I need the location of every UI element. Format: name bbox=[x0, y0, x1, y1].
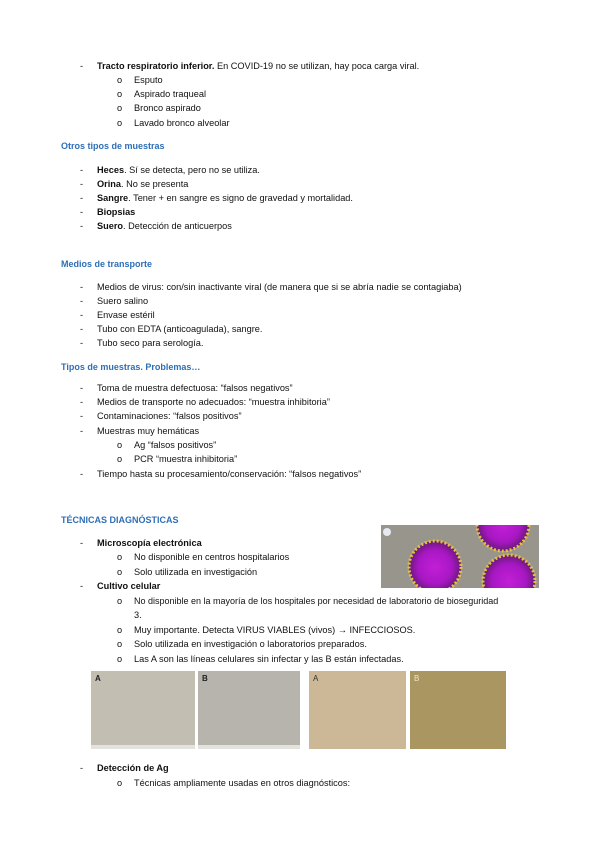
circle-marker: o bbox=[117, 440, 123, 450]
list-item: Bronco aspirado bbox=[134, 103, 201, 113]
list-item: Técnicas ampliamente usadas en otros diagnósticos: bbox=[134, 778, 351, 788]
list-item: Toma de muestra defectuosa: “falsos negativos” bbox=[97, 383, 293, 393]
list-item: Medios de transporte no adecuados: “muestra inhibitoria” bbox=[97, 397, 330, 407]
dash-marker: - bbox=[80, 763, 84, 773]
list-item: Muy importante. Detecta VIRUS VIABLES (vivos) → INFECCIOSOS. bbox=[134, 625, 416, 635]
photo-label: A bbox=[313, 674, 319, 683]
list-item-continuation: 3. bbox=[134, 610, 142, 620]
heading-problemas: Tipos de muestras. Problemas… bbox=[61, 362, 201, 372]
dash-marker: - bbox=[80, 538, 84, 548]
circle-marker: o bbox=[117, 89, 123, 99]
dash-marker: - bbox=[80, 282, 84, 292]
list-item: Solo utilizada en investigación bbox=[134, 567, 258, 577]
item-bold: Suero bbox=[97, 221, 124, 231]
list-item: Tubo con EDTA (anticoagulada), sangre. bbox=[97, 324, 263, 334]
list-item: No disponible en centros hospitalarios bbox=[134, 552, 290, 562]
list-item: PCR “muestra inhibitoria” bbox=[134, 454, 238, 464]
respiratorio-line bbox=[97, 60, 419, 72]
heading-otros: Otros tipos de muestras bbox=[61, 141, 165, 151]
dash-marker: - bbox=[80, 383, 84, 393]
circle-marker: o bbox=[117, 625, 123, 635]
circle-marker: o bbox=[117, 552, 123, 562]
circle-marker: o bbox=[117, 778, 123, 788]
list-item: Muestras muy hemáticas bbox=[97, 426, 200, 436]
heading-tecnicas: TÉCNICAS DIAGNÓSTICAS bbox=[61, 515, 179, 525]
photo-label: A bbox=[95, 674, 101, 683]
cell-culture-photo-a2 bbox=[309, 671, 406, 749]
list-item: Ag “falsos positivos” bbox=[134, 440, 217, 450]
photo-label: B bbox=[202, 674, 208, 683]
list-item bbox=[97, 164, 260, 176]
dash-marker: - bbox=[80, 338, 84, 348]
list-item: Medios de virus: con/sin inactivante viral (de manera que si se abría nadie se contagiaba) bbox=[97, 282, 462, 292]
dash-marker: - bbox=[80, 411, 84, 421]
dash-marker: - bbox=[80, 324, 84, 334]
circle-marker: o bbox=[117, 454, 123, 464]
dash-marker: - bbox=[80, 296, 84, 306]
photo-label: B bbox=[414, 674, 420, 683]
dash-marker: - bbox=[80, 221, 84, 231]
microscopia-title: Microscopía electrónica bbox=[97, 538, 202, 548]
list-item: Esputo bbox=[134, 75, 163, 85]
dash-marker: - bbox=[80, 179, 84, 189]
list-item: No disponible en la mayoría de los hospitales por necesidad de laboratorio de bioseguridad bbox=[134, 596, 499, 606]
dash-marker: - bbox=[80, 581, 84, 591]
cell-culture-photo-b bbox=[198, 671, 300, 749]
list-item bbox=[97, 220, 232, 232]
antigeno-title: Detección de Ag bbox=[97, 763, 169, 773]
list-item bbox=[97, 192, 353, 204]
item-text: . Sí se detecta, pero no se utiliza. bbox=[124, 165, 260, 175]
dash-marker: - bbox=[80, 310, 84, 320]
dash-marker: - bbox=[80, 397, 84, 407]
item-bold: Heces bbox=[97, 165, 125, 175]
list-item: Solo utilizada en investigación o laboratorios preparados. bbox=[134, 639, 367, 649]
dash-marker: - bbox=[80, 426, 84, 436]
dash-marker: - bbox=[80, 193, 84, 203]
item-text: . No se presenta bbox=[121, 179, 189, 189]
cell-culture-photo-a bbox=[91, 671, 195, 749]
circle-marker: o bbox=[117, 75, 123, 85]
item-text: . Tener + en sangre es signo de gravedad y mortalidad. bbox=[128, 193, 353, 203]
list-item: Envase estéril bbox=[97, 310, 155, 320]
dash-marker: - bbox=[80, 469, 84, 479]
circle-marker: o bbox=[117, 596, 123, 606]
list-item: Aspirado traqueal bbox=[134, 89, 207, 99]
item-bold: Sangre bbox=[97, 193, 129, 203]
list-item bbox=[97, 178, 188, 190]
list-item bbox=[97, 206, 135, 218]
virus-micrograph-image bbox=[381, 525, 539, 588]
circle-marker: o bbox=[117, 103, 123, 113]
list-item: Tiempo hasta su procesamiento/conservación: “falsos negativos” bbox=[97, 469, 362, 479]
heading-transporte: Medios de transporte bbox=[61, 259, 153, 269]
dash-marker: - bbox=[80, 61, 84, 71]
list-item: Suero salino bbox=[97, 296, 149, 306]
list-item: Tubo seco para serología. bbox=[97, 338, 204, 348]
list-item: Lavado bronco alveolar bbox=[134, 118, 230, 128]
respiratorio-text: En COVID-19 no se utilizan, hay poca carga viral. bbox=[214, 61, 420, 71]
cell-culture-photo-b2 bbox=[410, 671, 506, 749]
item-bold: Biopsias bbox=[97, 207, 136, 217]
cultivo-title: Cultivo celular bbox=[97, 581, 161, 591]
list-item: Las A son las líneas celulares sin infectar y las B están infectadas. bbox=[134, 654, 404, 664]
circle-marker: o bbox=[117, 567, 123, 577]
respiratorio-bold: Tracto respiratorio inferior. bbox=[97, 61, 215, 71]
dash-marker: - bbox=[80, 207, 84, 217]
circle-marker: o bbox=[117, 639, 123, 649]
circle-marker: o bbox=[117, 118, 123, 128]
item-bold: Orina bbox=[97, 179, 121, 189]
circle-marker: o bbox=[117, 654, 123, 664]
dash-marker: - bbox=[80, 165, 84, 175]
item-text: . Detección de anticuerpos bbox=[123, 221, 232, 231]
list-item: Contaminaciones: “falsos positivos” bbox=[97, 411, 242, 421]
